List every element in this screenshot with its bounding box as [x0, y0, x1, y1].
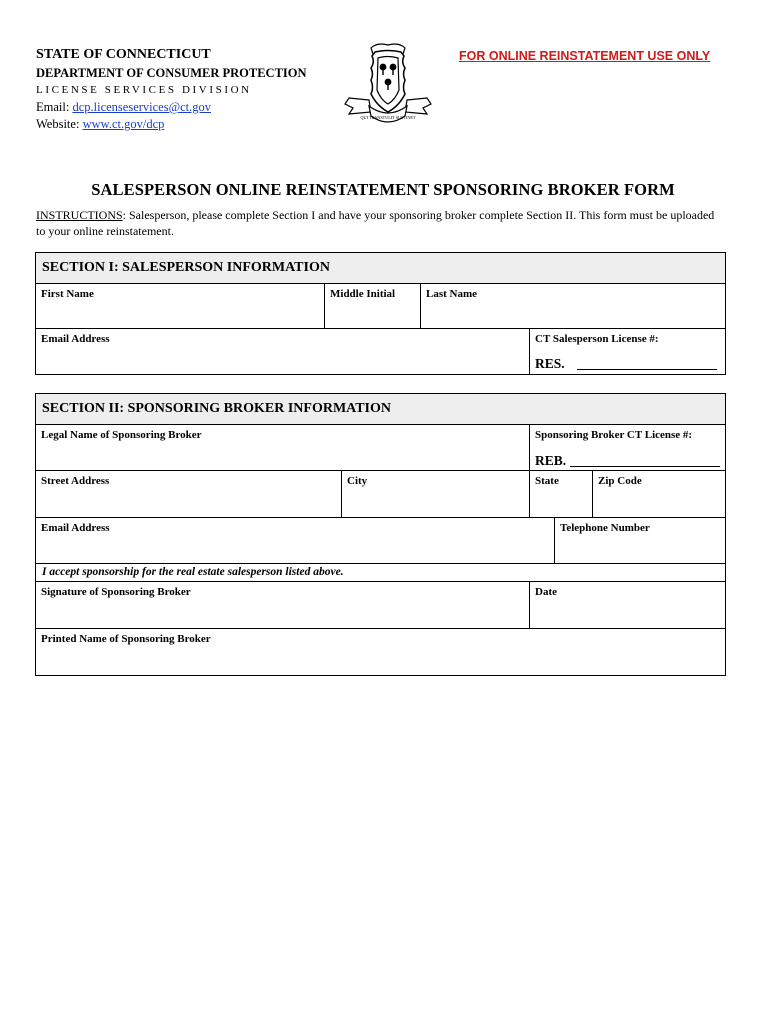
instructions-label: INSTRUCTIONS — [36, 208, 123, 222]
salesperson-license-field[interactable] — [530, 329, 725, 374]
middle-initial-field[interactable] — [325, 284, 421, 329]
zip-code-field[interactable] — [593, 471, 725, 518]
state-field[interactable] — [530, 471, 593, 518]
last-name-label: Last Name — [426, 288, 478, 300]
telephone-field[interactable] — [555, 518, 725, 564]
street-address-label: Street Address — [41, 475, 110, 487]
res-prefix: RES. — [535, 356, 565, 371]
state-label: State — [535, 475, 559, 487]
online-only-notice: FOR ONLINE REINSTATEMENT USE ONLY — [459, 49, 711, 63]
city-field[interactable] — [342, 471, 530, 518]
broker-legal-name-field[interactable] — [36, 425, 530, 471]
date-field[interactable] — [530, 582, 725, 629]
website-link[interactable]: www.ct.gov/dcp — [82, 117, 165, 131]
state-seal-icon — [341, 40, 435, 132]
salesperson-license-label: CT Salesperson License #: — [535, 333, 659, 345]
last-name-field[interactable] — [421, 284, 725, 329]
instructions-text: : Salesperson, please complete Section I and have your sponsoring broker complete Section II. This form must be uploaded to your online reinstatement. — [36, 208, 715, 238]
street-address-field[interactable] — [36, 471, 342, 518]
broker-email-label: Email Address — [41, 522, 110, 534]
printed-name-label: Printed Name of Sponsoring Broker — [41, 633, 211, 645]
agency-block — [36, 47, 307, 132]
division-name: LICENSE SERVICES DIVISION — [36, 84, 252, 96]
broker-license-label: Sponsoring Broker CT License #: — [535, 429, 693, 441]
section-salesperson — [35, 252, 726, 375]
first-name-field[interactable] — [36, 284, 325, 329]
website-label: Website: — [36, 117, 80, 131]
department-name: DEPARTMENT OF CONSUMER PROTECTION — [36, 66, 307, 80]
salesperson-email-label: Email Address — [41, 333, 110, 345]
salesperson-email-field[interactable] — [36, 329, 530, 374]
email-link[interactable]: dcp.licenseservices@ct.gov — [72, 100, 211, 114]
state-name: STATE OF CONNECTICUT — [36, 47, 211, 62]
signature-field[interactable] — [36, 582, 530, 629]
website-line — [36, 116, 307, 132]
reb-prefix: REB. — [535, 453, 567, 468]
signature-label: Signature of Sponsoring Broker — [41, 586, 191, 598]
instructions — [36, 207, 726, 239]
zip-code-label: Zip Code — [598, 475, 642, 487]
telephone-label: Telephone Number — [560, 522, 650, 534]
section-2-heading: SECTION II: SPONSORING BROKER INFORMATION — [36, 394, 725, 425]
first-name-label: First Name — [41, 288, 94, 300]
seal-motto: QUI TRANSTULIT SUSTINET — [360, 115, 416, 120]
section-broker — [35, 393, 726, 676]
res-number-line — [577, 369, 717, 370]
broker-email-field[interactable] — [36, 518, 555, 564]
email-label: Email: — [36, 100, 70, 114]
acceptance-statement: I accept sponsorship for the real estate salesperson listed above. — [42, 566, 344, 578]
middle-initial-label: Middle Initial — [330, 288, 396, 300]
section-1-heading: SECTION I: SALESPERSON INFORMATION — [36, 253, 725, 284]
city-label: City — [347, 475, 368, 487]
broker-license-field[interactable] — [530, 425, 725, 471]
date-label: Date — [535, 586, 557, 598]
email-line — [36, 99, 307, 115]
form-title: SALESPERSON ONLINE REINSTATEMENT SPONSORING BROKER FORM — [91, 180, 675, 199]
broker-legal-name-label: Legal Name of Sponsoring Broker — [41, 429, 202, 441]
printed-name-field[interactable] — [36, 629, 725, 675]
reb-number-line — [570, 466, 720, 467]
